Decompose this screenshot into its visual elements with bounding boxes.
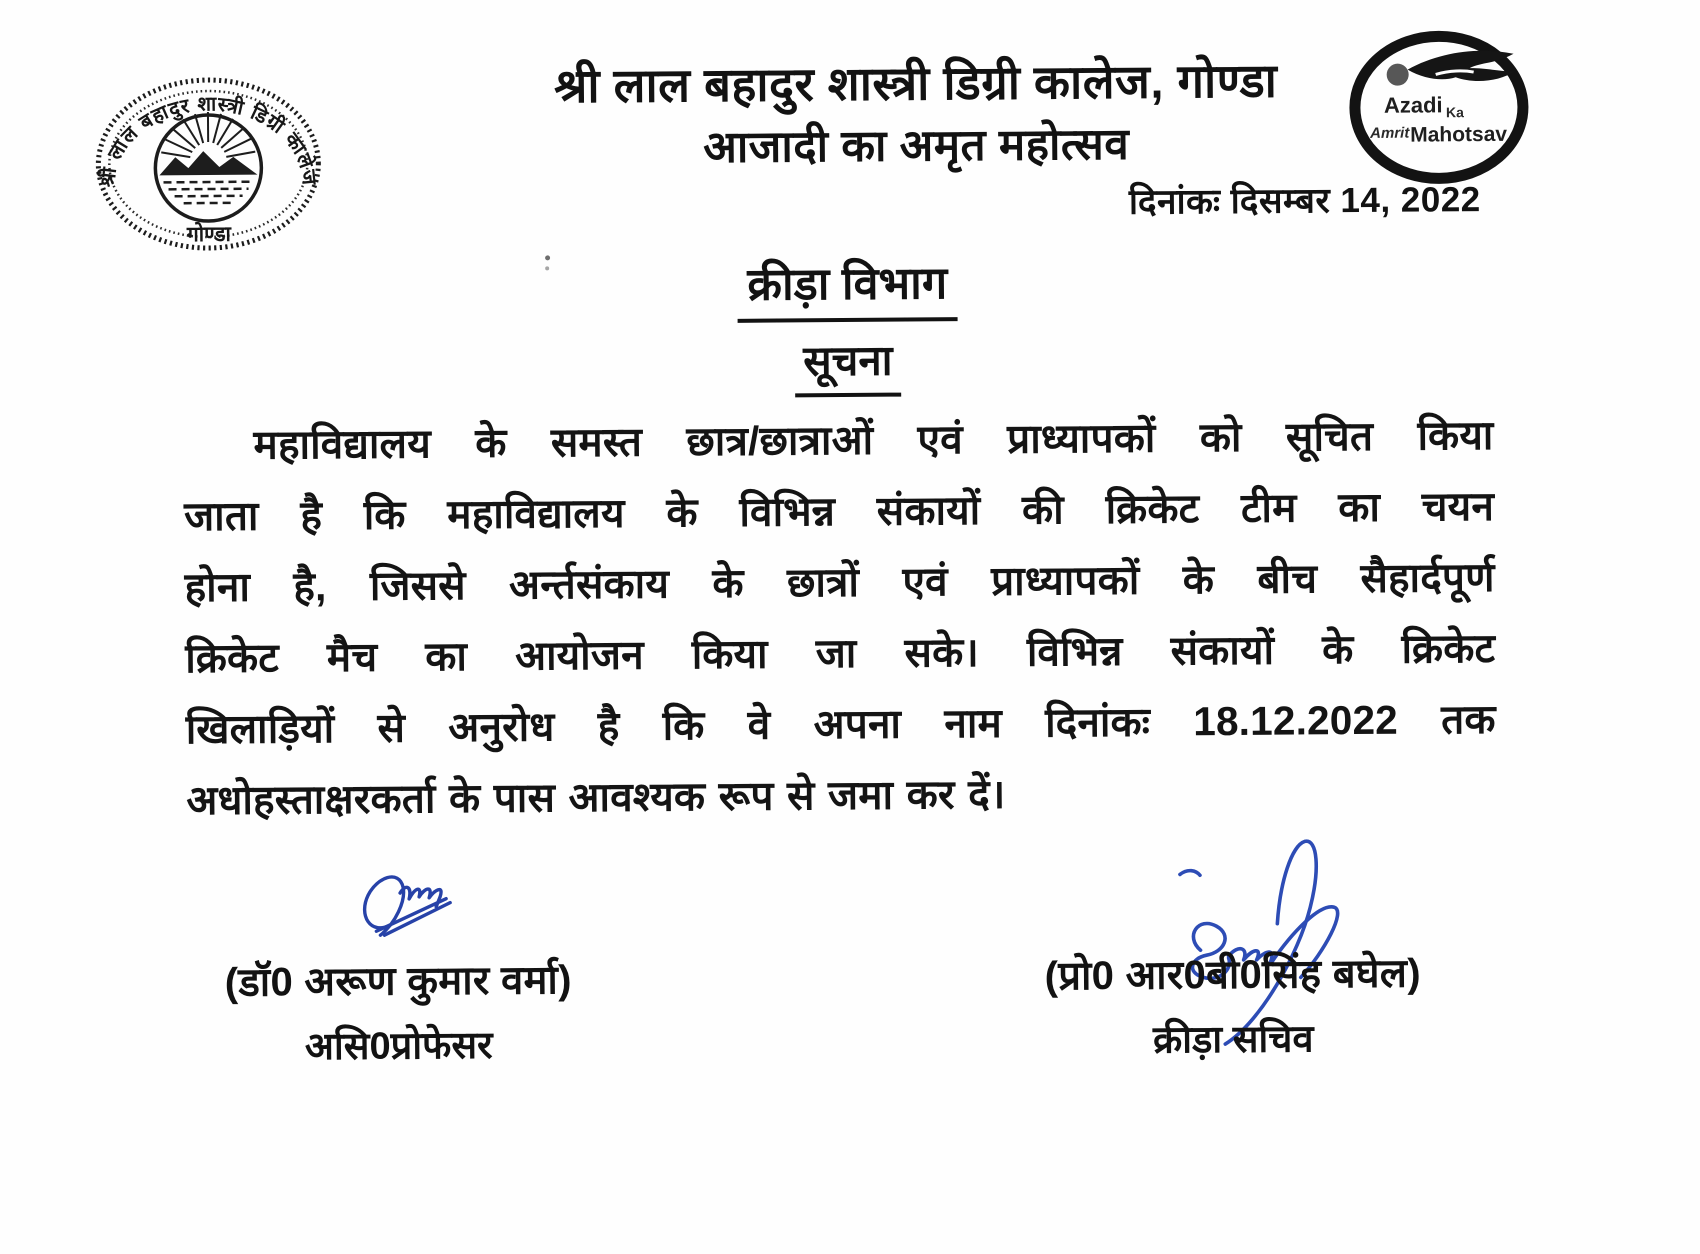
body-line: खिलाड़ियों से अनुरोध है कि वे अपना नाम दिनांकः 18.12.2022 तक	[185, 695, 1496, 753]
department-heading: क्रीड़ा विभाग	[737, 251, 957, 323]
logo-word-azadi: Azadi	[1383, 92, 1443, 118]
body-line: होना है, जिससे अर्न्तसंकाय के छात्रों एवं प्राध्यापकों के बीच सैहार्दपूर्ण	[184, 553, 1495, 611]
signature-left-ink	[350, 859, 486, 955]
notice-headings	[0, 245, 1698, 403]
body-line: अधोहस्ताक्षरकर्ता के पास आवश्यक रूप से जमा कर दें।	[186, 770, 1006, 824]
body-line: महाविद्यालय के समस्त छात्र/छात्राओं एवं प्राध्यापकों को सूचित किया	[253, 411, 1494, 468]
signatory-left-name: (डॉ0 अरूण कुमार वर्मा)	[224, 958, 572, 1005]
signatory-right-title: क्रीड़ा सचिव	[1152, 1018, 1314, 1062]
logo-word-mahotsav: Mahotsav	[1410, 122, 1508, 147]
water-lines-icon	[163, 182, 253, 204]
letterhead	[326, 51, 1507, 179]
signatory-left	[171, 950, 627, 1073]
seal-arc-text: श्री लाल बहादुर शास्त्री डिग्री कालेज	[96, 93, 320, 189]
signatory-left-title: असि0प्रोफेसर	[304, 1024, 493, 1069]
college-seal	[91, 74, 327, 256]
college-name: श्री लाल बहादुर शास्त्री डिग्री कालेज, गोण्डा	[553, 53, 1278, 113]
notice-subheading: सूचना	[795, 331, 901, 398]
notice-body	[183, 403, 1496, 839]
signatory-right	[988, 943, 1479, 1066]
date-line: दिनांकः दिसम्बर 14, 2022	[1128, 180, 1481, 222]
signatory-right-name: (प्रो0 आर0बी0सिंह बघेल)	[1044, 951, 1422, 999]
body-line: जाता है कि महाविद्यालय के विभिन्न संकायों की क्रिकेट टीम का चयन	[183, 482, 1495, 540]
event-line: आजादी का अमृत महोत्सव	[703, 120, 1130, 173]
seal-bottom-text: गोण्डा	[186, 222, 231, 247]
logo-word-ka: Ka	[1445, 104, 1464, 121]
logo-word-amrit: Amrit	[1370, 124, 1410, 142]
body-line: क्रिकेट मैच का आयोजन किया जा सके। विभिन्न संकायों के क्रिकेट	[185, 624, 1496, 682]
